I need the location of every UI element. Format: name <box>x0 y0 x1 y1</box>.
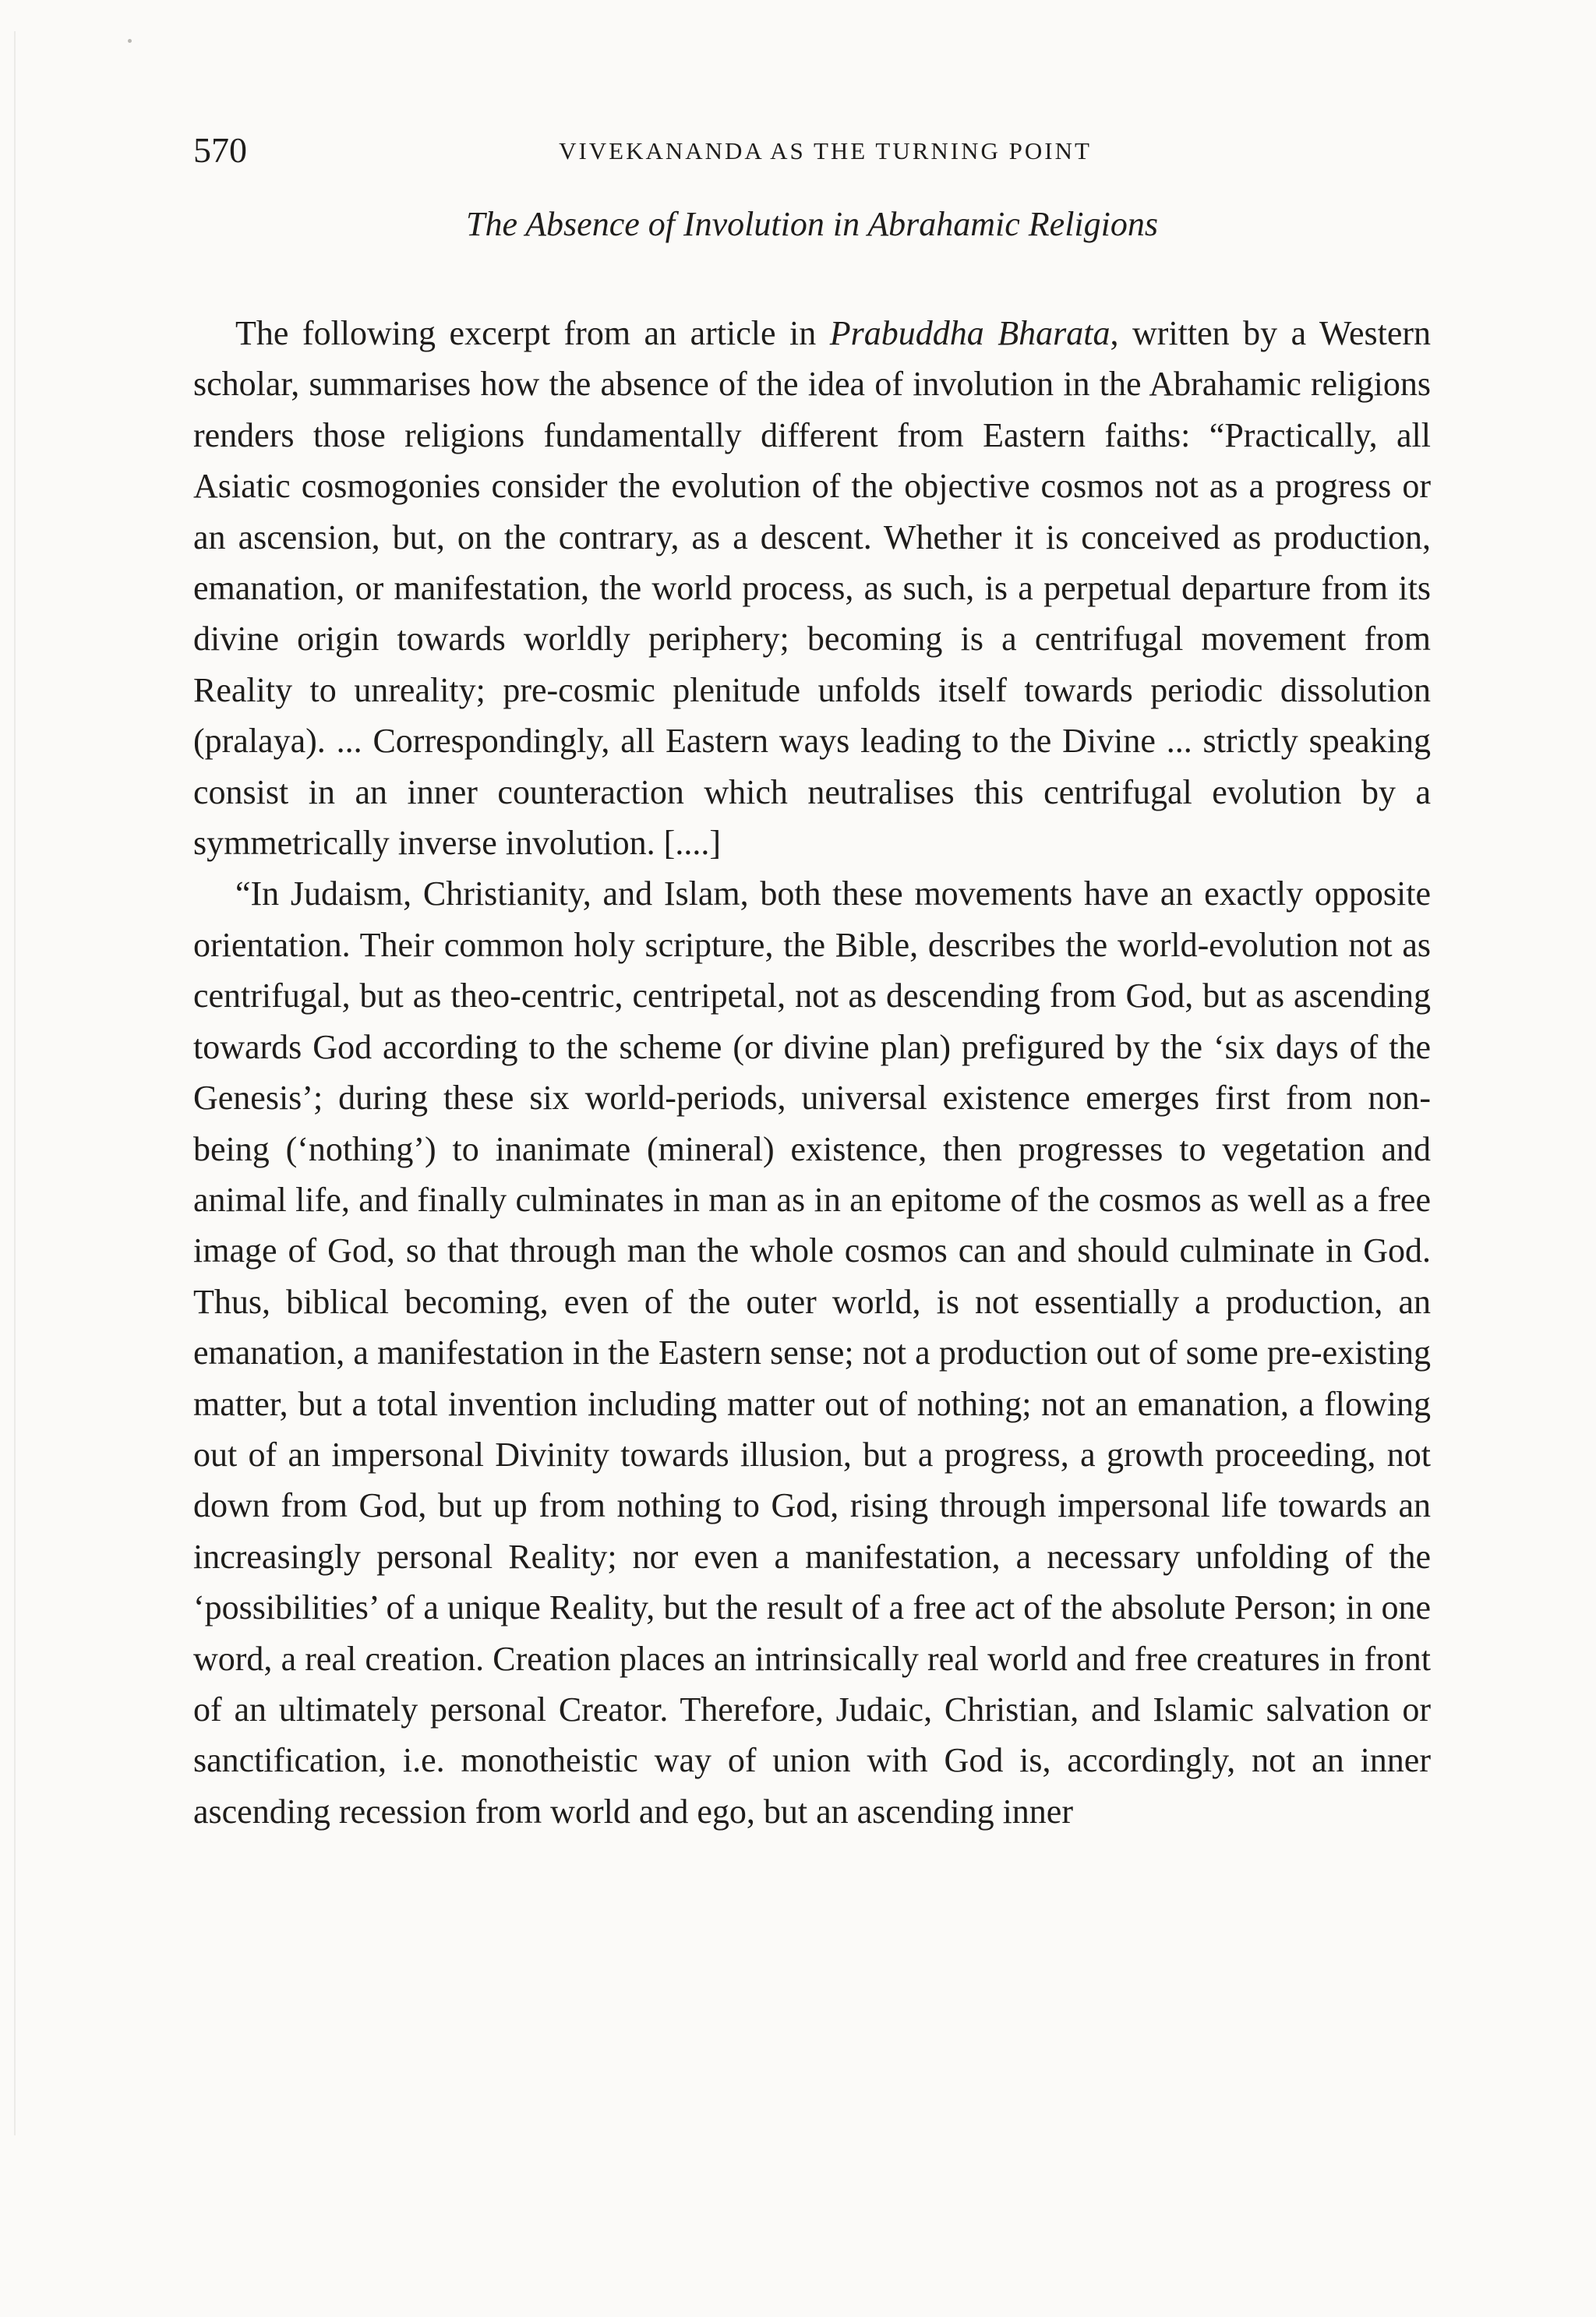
paragraph-text: , written by a Western scholar, summarises how the absence of the idea of involution in the Abrahamic religions renders those religions fundamentally different from Eastern faiths: “Practically, all Asiatic cosmogonies consider the evolution of the objective cosmos not as a progress or an ascension, but, on the contrary, as a descent. Whether it is conceived as production, emanation, or manifestation, the world process, as such, is a perpetual departure from its divine origin towards worldly periphery; becoming is a centrifugal movement from Reality to unreality; pre-cosmic plenitude unfolds itself towards periodic dissolution (pralaya). ... Correspondingly, all Eastern ways leading to the Divine ... strictly speaking consist in an inner counteraction which neutralises this centrifugal evolution by a symmetrically inverse involution. [....] <box>193 314 1431 863</box>
scan-edge <box>14 31 16 2135</box>
paragraph: “In Judaism, Christianity, and Islam, both these movements have an exactly opposite orientation. Their common holy scripture, the Bible, describes the world-evolution not as centrifugal, but as theo-centric, centripetal, not as descending from God, but as ascending towards God according to the scheme (or divine plan) prefigured by the ‘six days of the Genesis’; during these six world-periods, universal existence emerges first from non-being (‘nothing’) to inanimate (mineral) existence, then progresses to vegetation and animal life, and finally culminates in man as in an epitome of the cosmos as well as a free image of God, so that through man the whole cosmos can and should culminate in God. Thus, biblical becoming, even of the outer world, is not essentially a production, an emanation, a manifestation in the Eastern sense; not a production out of some pre-existing matter, but a total invention including matter out of nothing; not an emanation, a flowing out of an impersonal Divinity towards illusion, but a progress, a growth proceeding, not down from God, but up from nothing to God, rising through impersonal life towards an increasingly personal Reality; nor even a manifestation, a necessary unfolding of the ‘possibilities’ of a unique Reality, but the result of a free act of the absolute Person; in one word, a real creation. Creation places an intrinsically real world and free creatures in front of an ultimately personal Creator. Therefore, Judaic, Christian, and Islamic salvation or sanctification, i.e. monotheistic way of union with God is, accordingly, not an inner ascending recession from world and ego, but an ascending inner <box>193 874 1431 1831</box>
paragraph <box>193 308 1431 868</box>
paragraph-intro: The following excerpt from an article in <box>235 314 830 352</box>
running-title: VIVEKANANDA AS THE TURNING POINT <box>559 137 1092 164</box>
body-text <box>193 308 1431 1837</box>
page-number: 570 <box>193 130 247 170</box>
running-head <box>193 131 1431 170</box>
section-heading: The Absence of Involution in Abrahamic Religions <box>465 205 1159 243</box>
scan-speck <box>128 39 132 43</box>
journal-title: Prabuddha Bharata <box>829 314 1110 352</box>
